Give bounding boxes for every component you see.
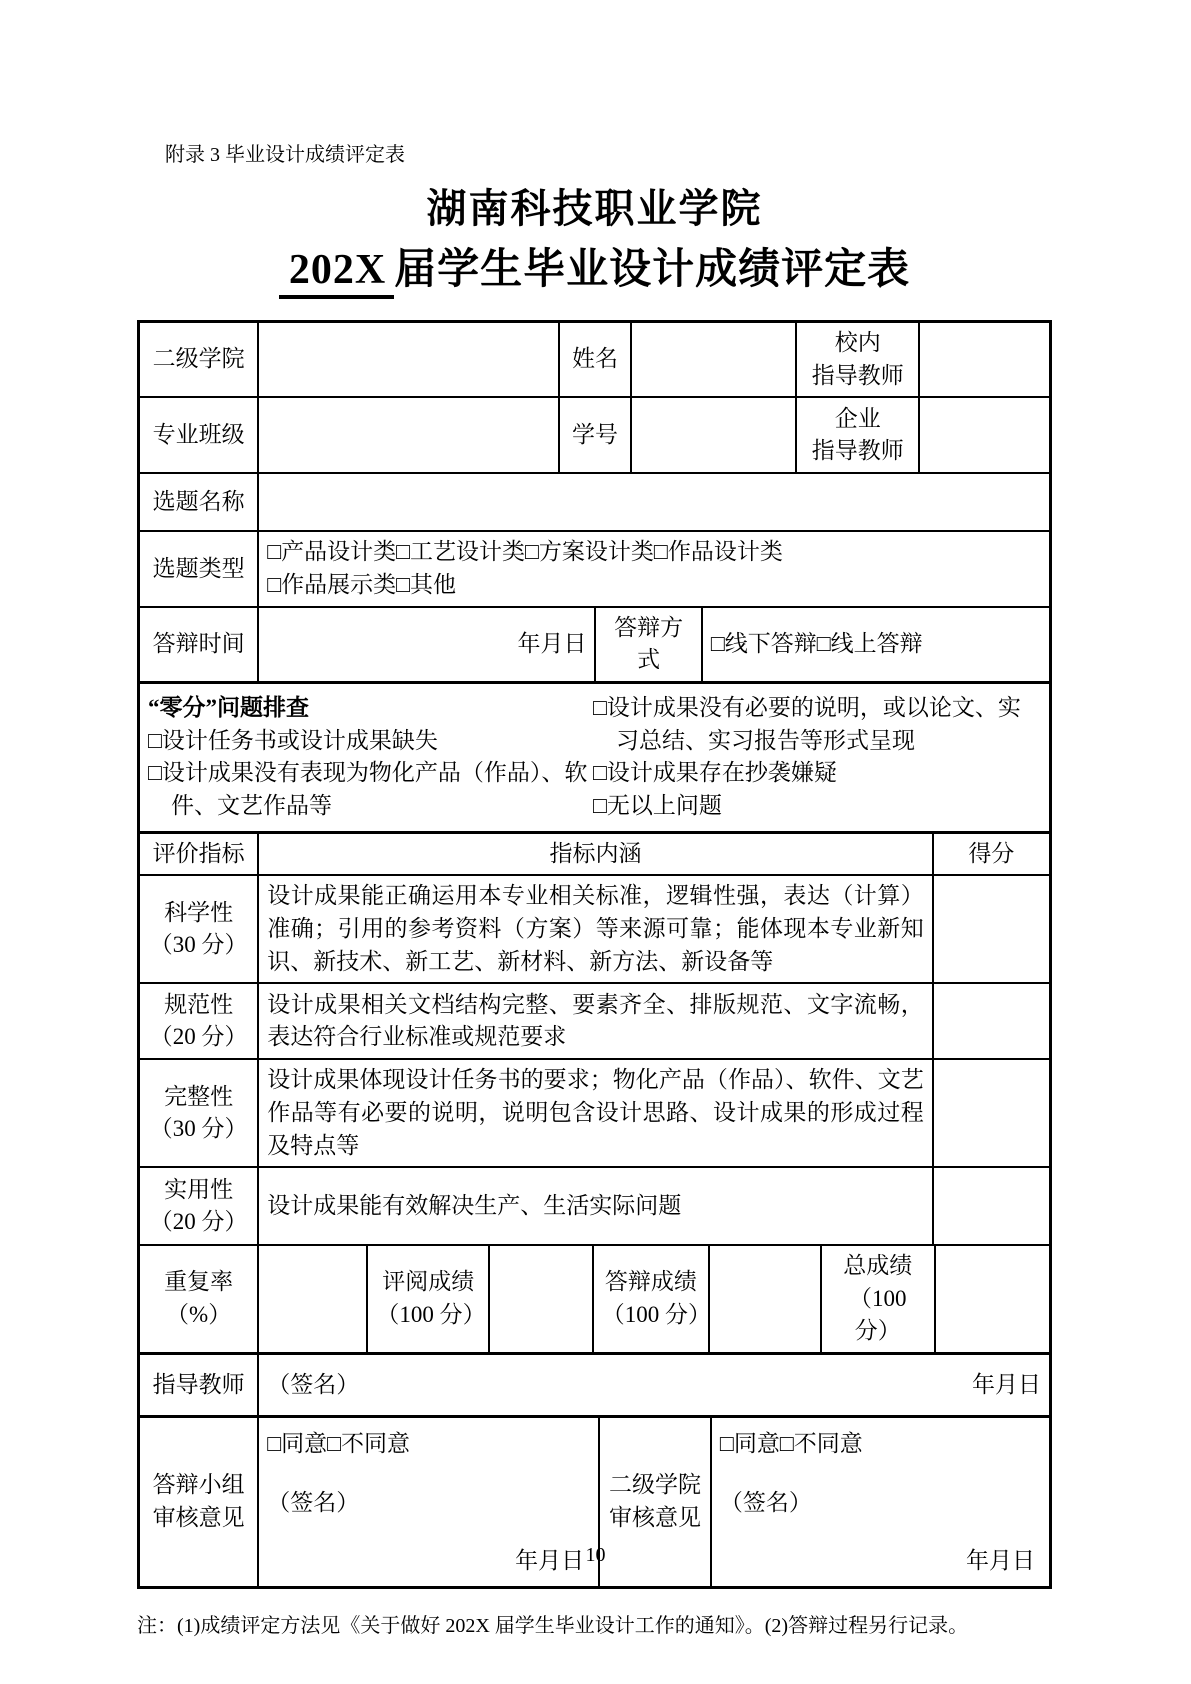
criteria-header-content: 指标内涵 xyxy=(257,834,931,875)
school-advisor-label xyxy=(795,323,918,396)
page-title: 湖南科技职业学院 xyxy=(426,186,763,231)
student-id-value-cell xyxy=(630,398,795,472)
criteria-standard-weight: （20 分） xyxy=(149,1024,248,1050)
school-advisor-label-line2: 指导教师 xyxy=(811,362,904,388)
zero-check-left-column xyxy=(148,692,593,823)
zero-check-item-none: □无以上问题 xyxy=(593,792,722,818)
defense-group-opinion-label-line1: 答辩小组 xyxy=(152,1472,245,1498)
class-row xyxy=(140,396,1049,472)
topic-type-options-cell xyxy=(257,532,1049,605)
review-score-label xyxy=(366,1246,488,1352)
zero-check-row xyxy=(140,681,1049,831)
criteria-standard-label xyxy=(140,984,257,1058)
evaluation-form-table xyxy=(137,320,1052,1589)
school-advisor-label-line1: 校内 xyxy=(834,330,881,355)
defense-score-label-line1: 答辩成绩 xyxy=(604,1269,697,1295)
defense-score-value-cell xyxy=(708,1246,820,1352)
criteria-complete-score-cell xyxy=(932,1060,1049,1166)
criteria-complete-desc: 设计成果体现设计任务书的要求；物化产品（作品）、软件、文艺作品等有必要的说明，说明包含设计思路、设计成果的形成过程及特点等 xyxy=(257,1060,931,1166)
enterprise-advisor-label-line1: 企业 xyxy=(834,405,881,431)
enterprise-advisor-value-cell xyxy=(918,398,1049,472)
criteria-practical-name: 实用性 xyxy=(164,1176,234,1202)
topic-name-row xyxy=(140,472,1049,530)
total-score-label xyxy=(820,1246,934,1352)
criteria-complete-name: 完整性 xyxy=(164,1083,234,1109)
page-content xyxy=(137,138,1052,1638)
defense-group-opinion-label-line2: 审核意见 xyxy=(152,1505,245,1531)
total-score-label-line1: 总成绩 xyxy=(843,1253,913,1279)
review-score-value-cell xyxy=(488,1246,592,1352)
student-name-value-cell xyxy=(630,323,795,396)
criteria-practical-weight: （20 分） xyxy=(149,1209,248,1235)
student-name-label: 姓名 xyxy=(558,323,630,396)
criteria-scientific-weight: （30 分） xyxy=(149,932,248,958)
zero-check-title: “零分”问题排查 xyxy=(148,694,309,720)
total-score-label-line2: （100 分） xyxy=(848,1285,907,1344)
criteria-scientific-desc: 设计成果能正确运用本专业相关标准，逻辑性强，表达（计算）准确；引用的参考资料（方案）等来源可靠；能体现本专业新知识、新技术、新工艺、新材料、新方法、新设备等 xyxy=(257,876,931,982)
college-date-hint: 年月日 xyxy=(965,1548,1035,1574)
zero-check-right-column xyxy=(593,692,1037,823)
zero-check-item-not-physical: □设计成果没有表现为物化产品（作品）、软件、文艺作品等 xyxy=(148,760,588,818)
zero-check-cell xyxy=(140,684,1049,831)
criteria-standard-desc: 设计成果相关文档结构完整、要素齐全、排版规范、文字流畅，表达符合行业标准或规范要求 xyxy=(257,984,931,1058)
class-value-cell xyxy=(257,398,558,472)
criteria-header-indicator: 评价指标 xyxy=(152,840,245,866)
review-score-label-line1: 评阅成绩 xyxy=(382,1269,475,1295)
college-row xyxy=(140,323,1049,396)
college-sign-hint: （签名） xyxy=(719,1489,812,1515)
topic-name-value-cell xyxy=(257,474,1049,530)
defense-time-label: 答辩时间 xyxy=(152,630,245,656)
defense-time-row xyxy=(140,606,1049,681)
duplication-rate-label-line2: （%） xyxy=(166,1302,232,1328)
advisor-date-hint: 年月日 xyxy=(971,1371,1041,1397)
enterprise-advisor-label xyxy=(795,398,918,472)
subtitle-underlined-year: 202X xyxy=(279,247,394,299)
criteria-practical-score-cell xyxy=(932,1168,1049,1244)
criteria-standard-score-cell xyxy=(932,984,1049,1058)
criteria-scientific-name: 科学性 xyxy=(164,899,234,925)
defense-group-agree-options: □同意□不同意 xyxy=(267,1431,411,1457)
student-id-label: 学号 xyxy=(558,398,630,472)
criteria-row-practical xyxy=(140,1166,1049,1244)
topic-name-label: 选题名称 xyxy=(152,488,245,514)
criteria-row-scientific xyxy=(140,874,1049,982)
page-number: 10 xyxy=(585,1544,606,1566)
criteria-header-score: 得分 xyxy=(932,834,1049,875)
total-score-value-cell xyxy=(934,1246,1049,1352)
topic-type-label: 选题类型 xyxy=(152,555,245,581)
zero-check-item-no-description: □设计成果没有必要的说明，或以论文、实习总结、实习报告等形式呈现 xyxy=(593,694,1021,753)
zero-check-item-plagiarism: □设计成果存在抄袭嫌疑 xyxy=(593,760,837,786)
topic-type-options-line2: □作品展示类□其他 xyxy=(267,571,457,597)
criteria-row-standard xyxy=(140,982,1049,1058)
defense-mode-options: □线下答辩□线上答辩 xyxy=(701,608,1049,681)
criteria-row-complete xyxy=(140,1058,1049,1166)
topic-type-row xyxy=(140,530,1049,605)
defense-score-label xyxy=(592,1246,711,1352)
zero-check-item-missing: □设计任务书或设计成果缺失 xyxy=(148,727,438,753)
defense-date-cell: 年月日 xyxy=(257,608,594,681)
subtitle-rest: 届学生毕业设计成绩评定表 xyxy=(394,247,911,293)
college-opinion-label-line2: 审核意见 xyxy=(609,1505,702,1531)
criteria-scientific-score-cell xyxy=(932,876,1049,982)
appendix-label: 附录 3 毕业设计成绩评定表 xyxy=(165,144,405,166)
advisor-label: 指导教师 xyxy=(152,1371,245,1397)
college-opinion-label-line1: 二级学院 xyxy=(609,1472,702,1498)
college-label: 二级学院 xyxy=(152,346,245,372)
duplication-rate-value-cell xyxy=(257,1246,366,1352)
scores-row xyxy=(140,1244,1049,1352)
college-value-cell xyxy=(257,323,558,396)
criteria-header-row xyxy=(140,831,1049,875)
footnote: 注：(1)成绩评定方法见《关于做好 202X 届学生毕业设计工作的通知》。(2)答辩过程另行记录。 xyxy=(137,1615,969,1638)
school-advisor-value-cell xyxy=(918,323,1049,396)
college-agree-options: □同意□不同意 xyxy=(719,1431,863,1457)
topic-type-options-line1: □产品设计类□工艺设计类□方案设计类□作品设计类 xyxy=(267,539,783,565)
defense-group-date-hint: 年月日 xyxy=(515,1548,585,1574)
review-score-label-line2: （100 分） xyxy=(376,1302,486,1328)
duplication-rate-label xyxy=(140,1246,257,1352)
criteria-scientific-label xyxy=(140,876,257,982)
class-label: 专业班级 xyxy=(152,421,245,447)
advisor-signature-cell xyxy=(257,1355,1049,1415)
defense-score-label-line2: （100 分） xyxy=(601,1302,711,1328)
advisor-signature-row xyxy=(140,1352,1049,1415)
enterprise-advisor-label-line2: 指导教师 xyxy=(811,438,904,464)
criteria-complete-weight: （30 分） xyxy=(149,1116,248,1142)
criteria-practical-label xyxy=(140,1168,257,1244)
defense-group-sign-hint: （签名） xyxy=(267,1489,360,1515)
defense-mode-label: 答辩方式 xyxy=(594,608,700,681)
page-subtitle xyxy=(137,236,1052,296)
criteria-complete-label xyxy=(140,1060,257,1166)
criteria-standard-name: 规范性 xyxy=(164,991,234,1017)
advisor-sign-hint: （签名） xyxy=(267,1371,360,1397)
duplication-rate-label-line1: 重复率 xyxy=(164,1269,234,1295)
criteria-practical-desc: 设计成果能有效解决生产、生活实际问题 xyxy=(257,1168,931,1244)
